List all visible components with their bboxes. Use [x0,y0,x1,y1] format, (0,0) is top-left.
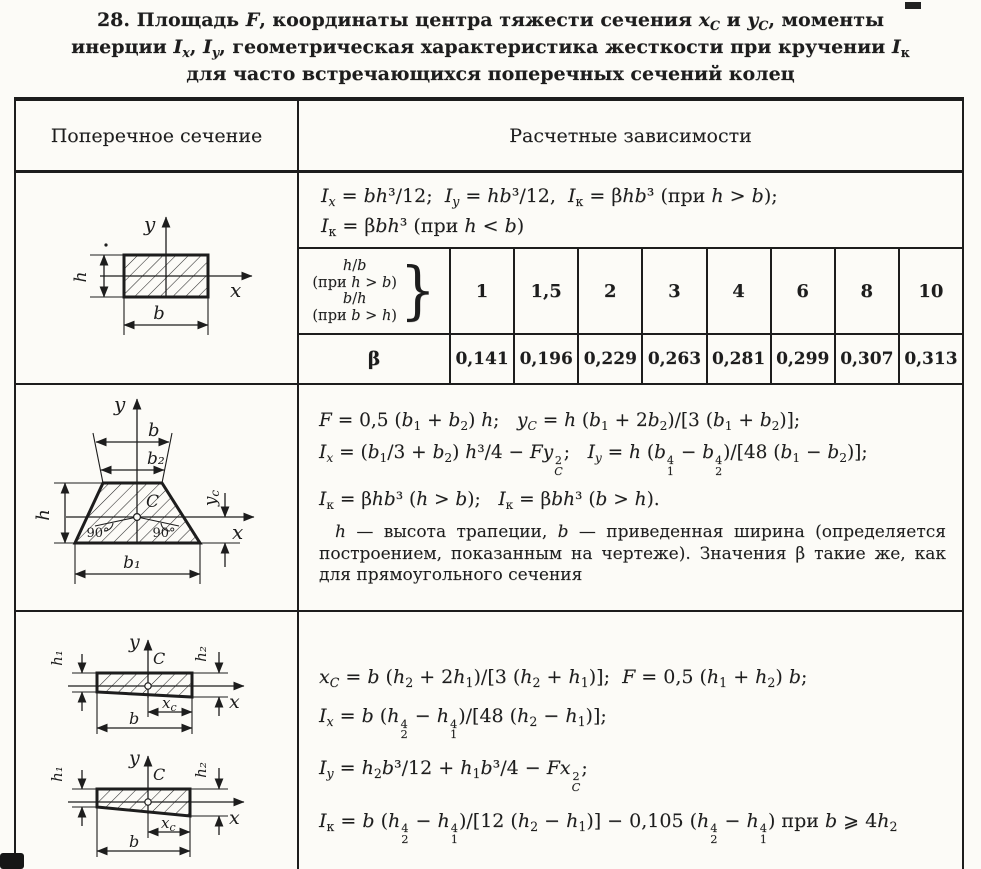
table-row-wedge [16,612,962,869]
sections-reference-table [14,97,964,869]
formula-rect-inertia: $I_x = bh^3/12$; $I_y = hb^3/12$, $I_к = \beta hb^3$ (при h > b); [321,185,778,209]
h2-dim-label: h₂ [192,762,210,778]
b-dim-label: b [153,303,165,324]
beta-label-cell: β [299,333,449,383]
beta-coefficient-subtable [299,247,962,383]
formula-wedge-iy: $I_y = h_2b^3/12 + h_1b^3/4 - Fx$ 2 C ; [319,757,588,794]
beta-value: 0,263 [641,333,705,383]
beta-value: 0,141 [449,333,513,383]
centroid-marker [145,683,151,689]
scan-dot [104,243,107,246]
rectangle-formulas [299,173,962,247]
y-axis-label: y [129,747,140,769]
h2-dim-label: h₂ [192,646,210,662]
wedge-bottom-diagram [16,744,297,869]
b2-dim-label: b₂ [147,449,165,469]
beta-value: 0,299 [770,333,834,383]
formula-wedge-ix: $I_x = b$ (h 4 2 − h 4 1 )/[48 $(h_2 - h_1)$]; [319,704,607,742]
h-dim-label: h [33,509,54,521]
y-axis-label: y [129,631,140,653]
b-dim-label: b [148,420,160,441]
diagram-cell-rectangle [16,173,299,383]
table-header-row [16,101,962,173]
table-row-trapezoid [16,385,962,612]
ratio-value: 10 [898,249,962,333]
h1-dim-label: h₁ [48,766,66,782]
y-axis-label: y [144,212,156,236]
beta-value: 0,281 [706,333,770,383]
x-axis-label: x [229,691,240,713]
diagram-cell-wedges [16,612,299,869]
ratio-header-cell [299,249,449,333]
formula-cell-rectangle [299,173,962,383]
trapezoid-note: h — высота трапеции, b — приведенная ширина (определяется построением, показанным на чертеже). Значения β такие же, как для прямоугольного сечения [319,522,947,586]
title-line-3: для часто встречающихся поперечных сечений колец [186,63,795,85]
h-dim-label: h [71,271,91,283]
formula-wedge-torsion: $I_к = b$ (h 4 2 − h 4 1 )/[12 $(h_2 - h_1)] - 0,105$ (h 4 2 − h 4 1 ) при b ⩾ $4h_2$ [319,809,898,847]
rectangle-section-diagram [16,173,297,382]
x-axis-label: x [230,278,242,302]
y-axis-label: y [114,392,126,416]
ratio-value: 1 [449,249,513,333]
header-cell-cross-section: Поперечное сечение [16,101,299,170]
angle-right-label: 90° [152,526,176,541]
ratio-value: 2 [577,249,641,333]
formula-cell-trapezoid [299,385,962,610]
yc-dim-label: yc [201,489,222,507]
ratio-value: 6 [770,249,834,333]
formula-cell-wedge [299,612,962,869]
trapezoid-formulas [299,385,962,587]
scan-artifact-bottom-left [0,853,24,869]
wedge-formulas [299,612,962,864]
ratio-value: 4 [706,249,770,333]
h1-dim-label: h₁ [48,650,66,666]
formula-wedge-centroid-area: $x_C = b$ $(h_2 + 2h_1)/[3$ $(h_2 + h_1)$]; F = 0,5 $(h_1 + h_2)$ b; [319,666,808,690]
table-title [20,7,961,88]
beta-value: 0,307 [834,333,898,383]
beta-value: 0,229 [577,333,641,383]
title-line-1: 28. Площадь F, координаты центра тяжести сечения $x_C$ и $y_C$, моменты [96,9,885,33]
angle-left-label: 90° [86,526,110,541]
centroid-marker [134,514,141,521]
beta-value: 0,313 [898,333,962,383]
centroid-label: C [153,765,166,784]
title-line-2: инерции $I_x$, $I_y$, геометрическая характеристика жесткости при кручении $I_к$ [71,36,910,60]
ratio-value: 3 [641,249,705,333]
wedge-top-diagram [16,616,297,740]
ratio-value: 1,5 [513,249,577,333]
formula-trap-inertia: $I_x = (b_1/3 + b_2) h^3/4 - Fy$ 2 C ; $I_y = h$ (b 4 1 − b 4 2 )/[48 $(b_1 - b_2)$]; [319,442,868,478]
x-axis-label: x [229,807,240,829]
scan-artifact-top-right [905,2,921,9]
b-dim-label: b [129,709,140,728]
xc-dim-label: xc [162,694,177,714]
b-dim-label: b [129,832,140,851]
b1-dim-label: b₁ [123,553,141,573]
trapezoid-section-diagram [16,385,297,609]
brace-glyph: } [399,254,436,328]
formula-trap-torsion: $I_к = \beta hb^3$ (h > b); $I_к = \beta bh^3$ (b > h). [319,489,660,512]
ratio-value: 8 [834,249,898,333]
xc-dim-label: xc [161,814,176,834]
centroid-marker [145,799,151,805]
ratio-label: h/b (при h > b) b/h (при b > h) [312,258,397,324]
table-row-rectangle [16,173,962,385]
beta-value: 0,196 [513,333,577,383]
header-cell-relations: Расчетные зависимости [509,124,752,147]
diagram-cell-trapezoid [16,385,299,610]
x-axis-label: x [232,520,244,544]
formula-rect-torsion: $I_к = \beta bh^3$ (при h < b) [321,214,525,239]
centroid-label: C [153,649,166,668]
formula-trap-area-centroid: F = 0,5 $(b_1 + b_2)$ h; $y_C = h$ $(b_1 + 2b_2)/[3$ $(b_1 + b_2)$]; [319,410,801,433]
centroid-label: C [146,492,160,512]
